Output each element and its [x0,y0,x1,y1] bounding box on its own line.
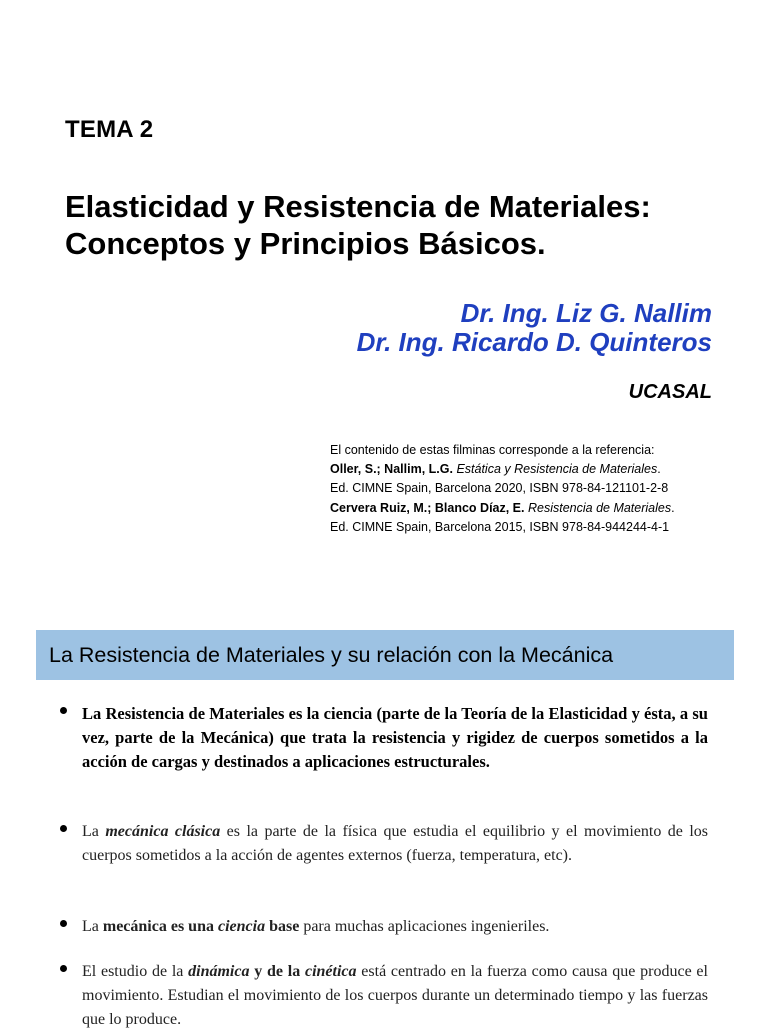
bullet-dot [60,920,67,927]
bullet-text: El estudio de la dinámica y de la cinética está centrado en la fuerza como causa que produce el movimiento. Estudian el movimiento de los cuerpos durante un determinado tiempo y las fuerzas que lo produce. [82,963,708,1028]
authors [357,299,712,357]
references [330,441,675,537]
section-heading: La Resistencia de Materiales y su relación con la Mecánica [49,642,614,667]
title-line-2: Conceptos y Principios Básicos. [65,226,546,261]
bullet-text: La Resistencia de Materiales es la ciencia (parte de la Teoría de la Elasticidad y ésta, a su vez, parte de la Mecánica) que trata la resistencia y rigidez de cuerpos sometidos a la acción de cargas y destinados a aplicaciones estructurales. [82,704,708,771]
references-intro: El contenido de estas filminas corresponde a la referencia: [330,443,655,457]
reference-2: Cervera Ruiz, M.; Blanco Díaz, E. Resistencia de Materiales. [330,500,675,515]
title-line-1: Elasticidad y Resistencia de Materiales: [65,189,651,224]
author-2: Dr. Ing. Ricardo D. Quinteros [356,327,712,357]
section-heading-band [36,630,734,680]
bullet-dot [60,965,67,972]
bullet-dot [60,825,67,832]
reference-2-publisher: Ed. CIMNE Spain, Barcelona 2015, ISBN 978-84-944244-4-1 [330,519,670,534]
reference-1-publisher: Ed. CIMNE Spain, Barcelona 2020, ISBN 978-84-121101-2-8 [330,481,669,496]
slide-title [65,188,755,262]
bullet-text: La mecánica es una ciencia base para muchas aplicaciones ingenieriles. [82,918,550,935]
bullet-dot [60,707,67,714]
institution: UCASAL [628,381,712,403]
author-1: Dr. Ing. Liz G. Nallim [460,298,712,328]
bullet-text: La mecánica clásica es la parte de la física que estudia el equilibrio y el movimiento de los cuerpos sometidos a la acción de agentes externos (fuerza, temperatura, etc). [82,823,709,864]
reference-1: Oller, S.; Nallim, L.G. Estática y Resistencia de Materiales. [330,462,661,477]
topic-number: TEMA 2 [65,116,154,143]
